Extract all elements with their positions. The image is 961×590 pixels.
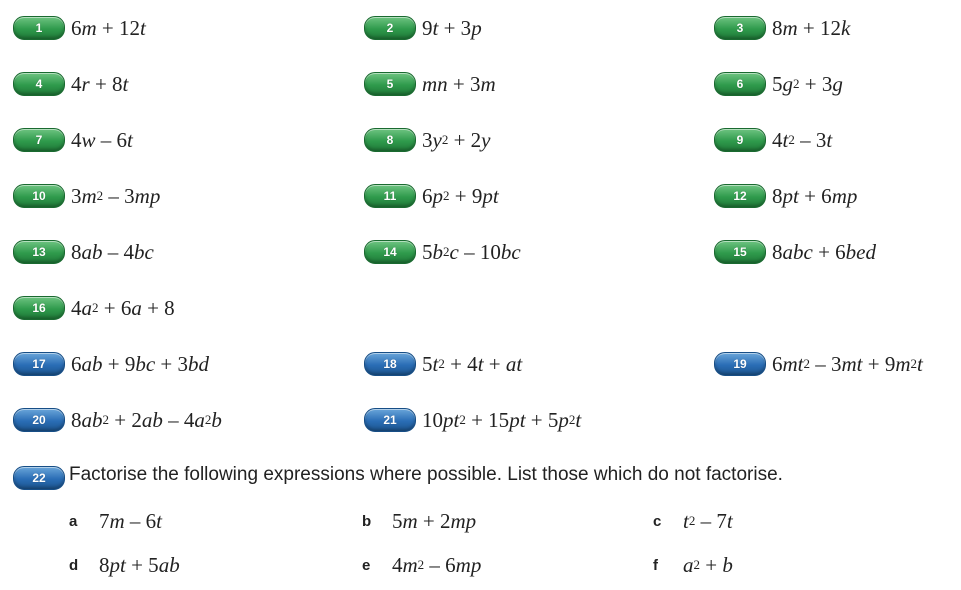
question-4	[13, 69, 128, 99]
question-number-badge: 20	[13, 408, 65, 432]
question-expression: 8m + 12k	[772, 15, 851, 40]
question-expression: 8pt + 6mp	[772, 183, 858, 208]
part-f	[653, 550, 733, 580]
question-22	[13, 463, 71, 493]
part-a	[69, 506, 162, 536]
question-3	[714, 13, 850, 43]
part-letter: f	[653, 556, 658, 574]
question-expression: $6mt^2 - 3mt + 9m^2t$	[772, 351, 923, 376]
question-number-badge: 6	[714, 72, 766, 96]
question-number-badge: 16	[13, 296, 65, 320]
question-number-badge: 1	[13, 16, 65, 40]
question-2	[364, 13, 482, 43]
question-number-badge: 4	[13, 72, 65, 96]
question-expression: 8ab – 4bc	[71, 239, 154, 264]
question-expression: 4r + 8t	[71, 71, 129, 96]
question-15	[714, 237, 876, 267]
part-e	[362, 550, 481, 580]
question-12	[714, 181, 857, 211]
question-expression: 4w – 6t	[71, 127, 133, 152]
question-10	[13, 181, 160, 211]
question-number-badge: 21	[364, 408, 416, 432]
question-16	[13, 293, 175, 323]
question-expression: $3m^2 - 3mp$	[71, 183, 161, 208]
part-expression: $a^2 + b$	[683, 552, 733, 577]
question-expression: $4a^2 + 6a + 8$	[71, 295, 175, 320]
part-expression: 7m – 6t	[99, 508, 163, 533]
question-18	[364, 349, 522, 379]
question-expression: 8abc + 6bed	[772, 239, 876, 264]
question-number-badge: 17	[13, 352, 65, 376]
question-number-badge: 5	[364, 72, 416, 96]
question-number-badge: 19	[714, 352, 766, 376]
question-14	[364, 237, 521, 267]
question-19	[714, 349, 923, 379]
part-b	[362, 506, 476, 536]
part-letter: b	[362, 512, 372, 530]
part-letter: d	[69, 556, 79, 574]
question-expression: $6p^2 + 9pt$	[422, 183, 499, 208]
question-expression: $5b^2c - 10bc$	[422, 239, 521, 264]
question-expression: $4t^2 - 3t$	[772, 127, 833, 152]
question-number-badge: 15	[714, 240, 766, 264]
question-expression: $3y^2 + 2y$	[422, 127, 491, 152]
question-7	[13, 125, 133, 155]
part-letter: a	[69, 512, 78, 530]
question-1	[13, 13, 146, 43]
question-5	[364, 69, 496, 99]
part-expression: $4m^2 - 6mp$	[392, 552, 482, 577]
question-11	[364, 181, 499, 211]
part-expression: 8pt + 5ab	[99, 552, 180, 577]
question-21	[364, 405, 581, 435]
question-expression: $5g^2 + 3g$	[772, 71, 843, 96]
part-d	[69, 550, 180, 580]
question-number-badge: 2	[364, 16, 416, 40]
question-number-badge: 3	[714, 16, 766, 40]
part-letter: e	[362, 556, 371, 574]
question-6	[714, 69, 843, 99]
question-expression: 6ab + 9bc + 3bd	[71, 351, 210, 376]
question-number-badge: 7	[13, 128, 65, 152]
question-number-badge: 8	[364, 128, 416, 152]
question-number-badge: 18	[364, 352, 416, 376]
question-expression: $5t^2 + 4t$ + at	[422, 351, 523, 376]
question-22-instruction: Factorise the following expressions where possible. List those which do not factorise.	[69, 464, 783, 485]
part-letter: c	[653, 512, 662, 530]
question-expression: $10pt^2 + 15pt + 5p^2t$	[422, 407, 582, 432]
question-number-badge: 12	[714, 184, 766, 208]
question-number-badge: 11	[364, 184, 416, 208]
question-number-badge: 22	[13, 466, 65, 490]
question-expression: 9t + 3p	[422, 15, 482, 40]
question-number-badge: 13	[13, 240, 65, 264]
question-expression: mn + 3m	[422, 71, 496, 96]
question-20	[13, 405, 222, 435]
part-expression: $t^2 - 7t$	[683, 508, 733, 533]
question-number-badge: 10	[13, 184, 65, 208]
question-expression: 6m + 12t	[71, 15, 146, 40]
question-expression: $8ab^2 + 2ab - 4a^2b$	[71, 407, 222, 432]
question-8	[364, 125, 491, 155]
part-expression: 5m + 2mp	[392, 508, 477, 533]
question-17	[13, 349, 209, 379]
question-9	[714, 125, 832, 155]
question-number-badge: 9	[714, 128, 766, 152]
question-number-badge: 14	[364, 240, 416, 264]
part-c	[653, 506, 733, 536]
question-13	[13, 237, 154, 267]
